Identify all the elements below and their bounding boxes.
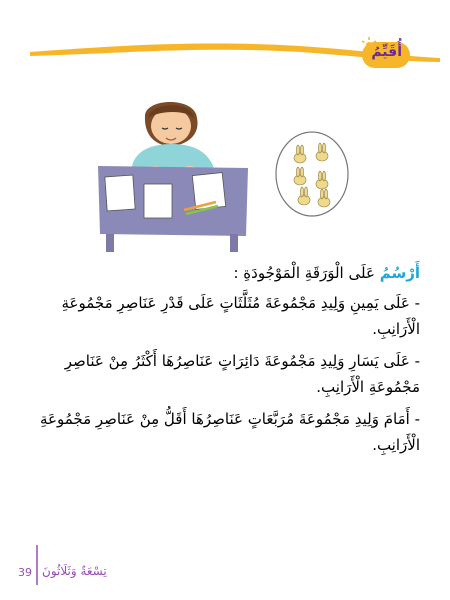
rabbits-group-illustration <box>272 128 352 220</box>
page-number: 39 <box>18 566 32 579</box>
header-wave <box>0 0 450 80</box>
instructions-block <box>28 262 420 522</box>
boy-icon <box>132 102 214 178</box>
section-badge-label: أُقَيِّمُ <box>371 44 402 60</box>
instruction-item-front: - أَمَامَ وَلِيدِ مَجْمُوعَةَ مُرَبَّعَاتٍ عَنَاصِرُهَا أَقَلُّ مِنْ عَنَاصِرِ مَجْمُوعَةِ الْأَرَانِبِ. <box>39 410 420 454</box>
instruction-heading <box>28 262 420 284</box>
page-number-words: تِسْعَةٌ وَثَلَاثُونَ <box>42 564 107 578</box>
boy-at-table-illustration <box>90 88 260 258</box>
instruction-verb: أَرْسُمُ <box>379 264 420 282</box>
instruction-item-left: - عَلَى يَسَارِ وَلِيدِ مَجْمُوعَةَ دَائِرَاتٍ عَنَاصِرُهَا أَكْثَرُ مِنْ عَنَاصِرِ مَجْمُوعَةِ الْأَرَانِبِ. <box>64 352 420 396</box>
instruction-item-right: - عَلَى يَمِينِ وَلِيدِ مَجْمُوعَةَ مُثَلَّثَاتٍ عَلَى قَدْرِ عَنَاصِرِ مَجْمُوعَةِ الْأَرَانِبِ. <box>61 294 420 338</box>
instruction-rest: عَلَى الْوَرَقَةِ الْمَوْجُودَةِ : <box>233 264 375 282</box>
footer-divider <box>36 545 38 585</box>
